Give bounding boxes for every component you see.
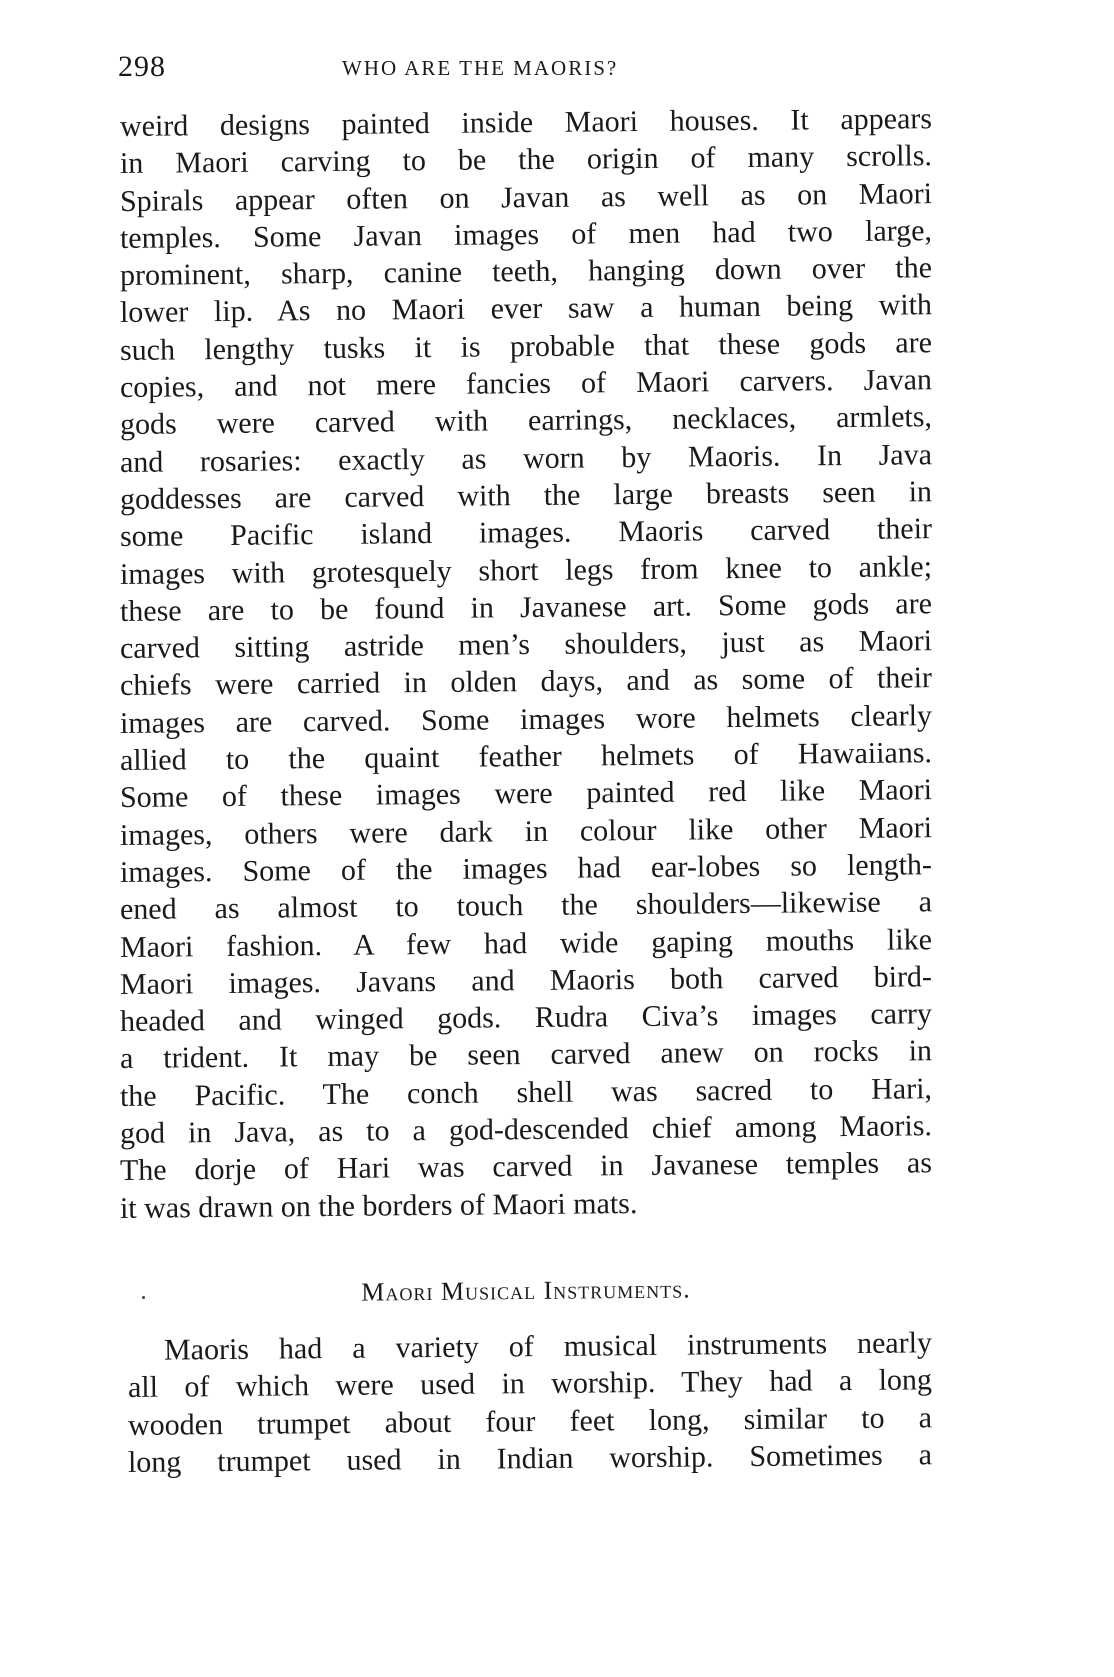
text-line: Spirals appear often on Javan as well as on Maori: [119, 176, 933, 218]
text-line: temples. Some Javan images of men had two large,: [119, 214, 933, 255]
text-line: god in Java, as to a god-descended chief among Maoris.: [119, 1109, 933, 1151]
running-head: WHO ARE THE MAORIS?: [342, 56, 619, 80]
text-line: Maori fashion. A few had wide gaping mouths like: [119, 922, 933, 964]
section-paragraph: [127, 1326, 933, 1481]
text-line: headed and winged gods. Rudra Civa’s images carry: [119, 997, 933, 1039]
text-line: The dorje of Hari was carved in Javanese temples as: [119, 1146, 933, 1188]
text-line: chiefs were carried in olden days, and as some of their: [119, 661, 933, 703]
text-line: goddesses are carved with the large breasts seen in: [119, 475, 933, 516]
text-line: allied to the quaint feather helmets of Hawaiians.: [119, 736, 933, 778]
page-number: 298: [118, 50, 166, 83]
text-line: some Pacific island images. Maoris carved their: [119, 512, 933, 554]
text-line: it was drawn on the borders of Maori mats.: [119, 1186, 638, 1225]
section-heading: Maori Musical Instruments.: [361, 1274, 691, 1307]
body-paragraph: [119, 102, 933, 1227]
text-line: carved sitting astride men’s shoulders, just as Maori: [119, 624, 933, 666]
page-header: [118, 50, 738, 90]
text-line: these are to be found in Javanese art. Some gods are: [119, 587, 933, 628]
text-line: copies, and not mere fancies of Maori carvers. Javan: [119, 363, 933, 405]
text-line: images, others were dark in colour like other Maori: [119, 810, 933, 852]
text-line: gods were carved with earrings, necklaces, armlets,: [119, 400, 933, 442]
text-line: Maoris had a variety of musical instruments nearly: [163, 1326, 933, 1367]
text-line: Some of these images were painted red like Maori: [119, 773, 933, 815]
text-line: Maori images. Javans and Maoris both carved bird-: [119, 960, 933, 1001]
text-line: lower lip. As no Maori ever saw a human being with: [119, 288, 933, 330]
text-line: a trident. It may be seen carved anew on rocks in: [119, 1034, 933, 1076]
text-line: ened as almost to touch the shoulders—likewise a: [119, 885, 933, 927]
text-line: prominent, sharp, canine teeth, hanging down over the: [119, 251, 933, 293]
text-line: images with grotesquely short legs from knee to ankle;: [119, 549, 933, 591]
text-line: wooden trumpet about four feet long, similar to a: [127, 1400, 933, 1442]
text-line: images. Some of the images had ear-lobes so length-: [119, 848, 933, 889]
text-line: long trumpet used in Indian worship. Sometimes a: [127, 1438, 933, 1479]
text-line: in Maori carving to be the origin of many scrolls.: [119, 139, 933, 181]
text-line: weird designs painted inside Maori houses. It appears: [119, 102, 933, 143]
text-line: and rosaries: exactly as worn by Maoris. In Java: [119, 437, 933, 479]
text-line: such lengthy tusks it is probable that these gods are: [119, 325, 933, 367]
text-line: the Pacific. The conch shell was sacred to Hari,: [119, 1071, 933, 1113]
text-line: images are carved. Some images wore helmets clearly: [119, 698, 933, 740]
text-line: all of which were used in worship. They had a long: [127, 1363, 933, 1405]
